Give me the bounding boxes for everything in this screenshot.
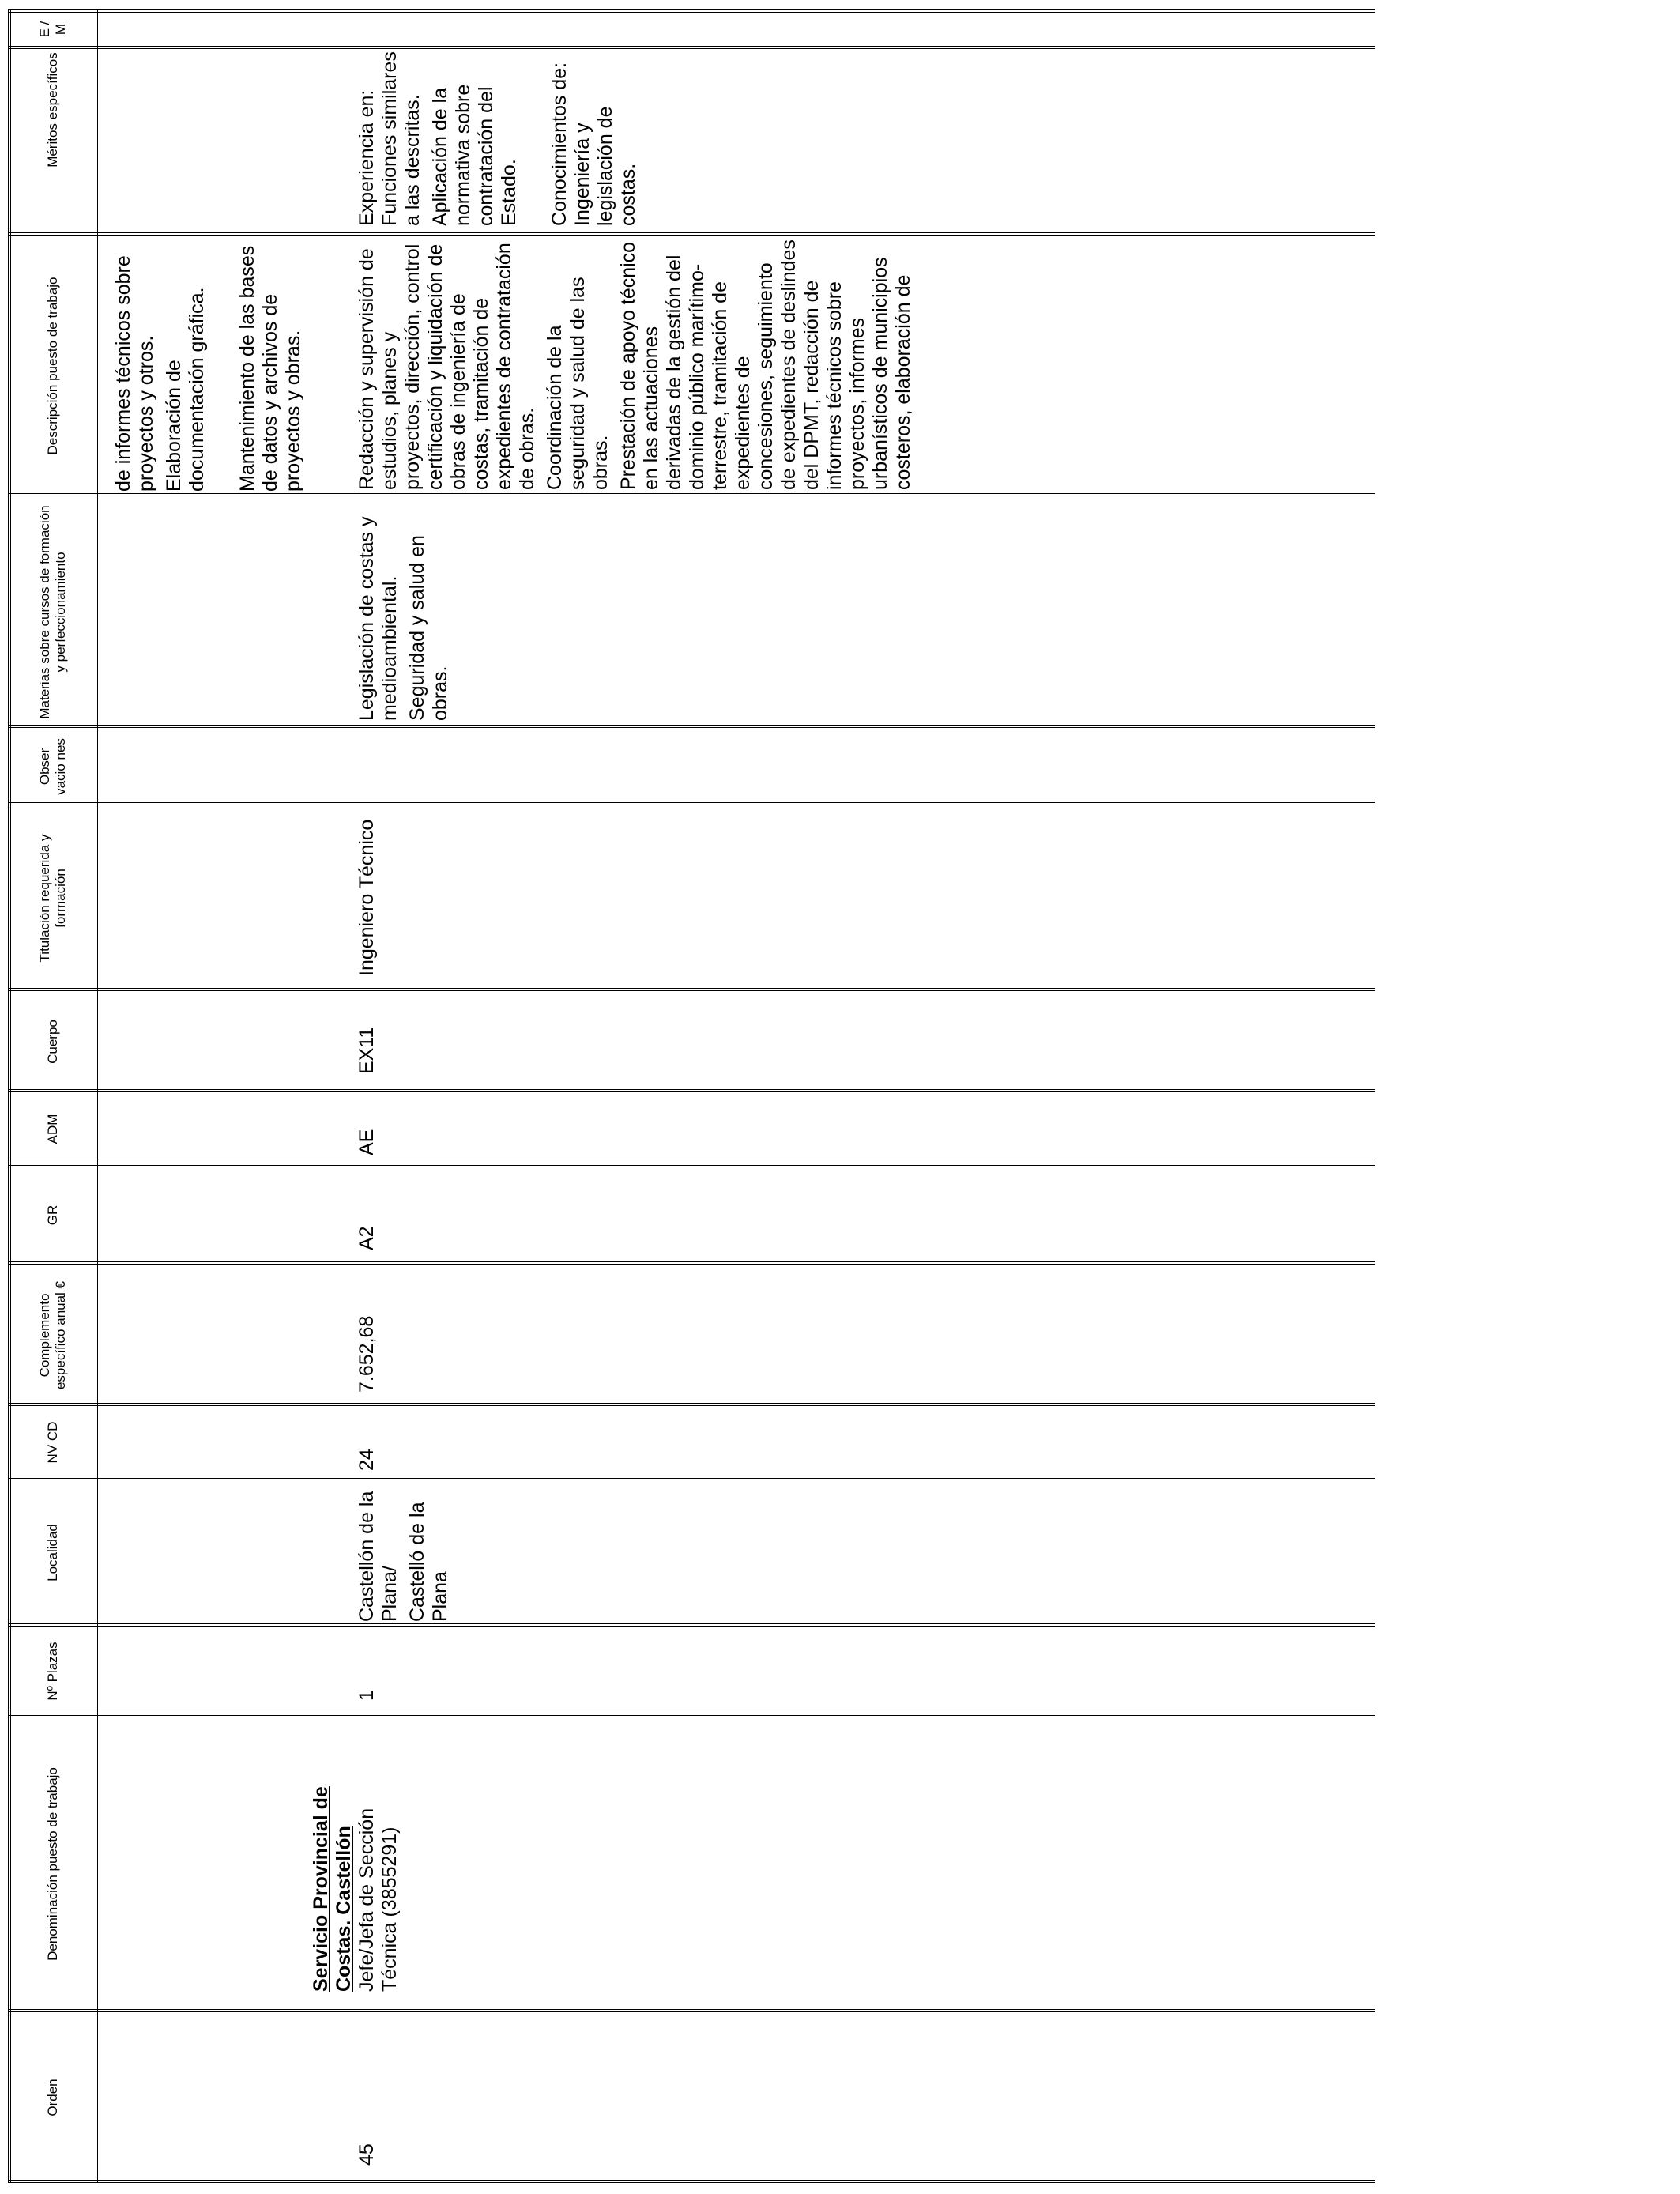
column-border (8, 1163, 1375, 1166)
continuation-paragraph: Elaboración de documentación gráfica. (163, 287, 208, 492)
column-border (8, 493, 1375, 496)
cell-titulacion: Ingeniero Técnico (356, 819, 378, 976)
descripcion-paragraph: Coordinación de la seguridad y salud de las obras. (544, 277, 612, 490)
row-border (97, 9, 100, 2183)
meritos-experiencia-item: Funciones similares a las descritas. (379, 51, 424, 226)
header-complemento: Complemento específico anual € (37, 1280, 68, 1390)
descripcion-paragraph: Redacción y supervisión de estudios, planes y proyectos, dirección, control certificación y liquidación de obras de ingeniería de costas, tramitación de expedientes de contratación de obras. (356, 243, 538, 490)
header-em: E / M (37, 21, 68, 38)
continuation-paragraph: de informes técnicos sobre proyectos y otros. (112, 255, 157, 492)
cell-gr: A2 (356, 1226, 378, 1250)
header-materias: Materias sobre cursos de formación y perfeccionamiento (37, 505, 68, 719)
descripcion-paragraph: Prestación de apoyo técnico en las actuaciones derivadas de la gestión del dominio público marítimo-terrestre, tramitación de expedientes de concesiones, seguimiento de expedientes de deslindes del DPMT, redacción de informes técnicos sobre proyectos, informes urbanísticos de municipios costeros, elaboración de (617, 239, 914, 490)
header-meritos: Méritos específicos (45, 52, 60, 168)
materia-item: Seguridad y salud en obras. (406, 535, 451, 721)
cell-descripcion (356, 236, 920, 490)
header-orden: Orden (45, 2079, 60, 2117)
continuation-paragraph: Mantenimiento de las bases de datos y archivos de proyectos y obras. (236, 245, 304, 492)
column-border (8, 802, 1375, 805)
column-border (8, 988, 1375, 991)
cell-adm: AE (356, 1129, 378, 1155)
cell-orden: 45 (356, 2143, 378, 2166)
header-observaciones: Obser vacio nes (37, 738, 68, 795)
continuation-description (112, 239, 310, 492)
header-gr: GR (45, 1204, 60, 1226)
cell-nvcd: 24 (356, 1449, 378, 1471)
column-border (8, 2180, 1375, 2183)
materia-item: Legislación de costas y medioambiental. (356, 516, 401, 721)
cell-complemento: 7.652,68 (356, 1315, 378, 1393)
vacancy-table (8, 9, 1375, 2183)
column-border (8, 46, 1375, 49)
header-titulacion: Titulación requerida y formación (37, 834, 68, 963)
header-cuerpo: Cuerpo (45, 1020, 60, 1064)
meritos-conocimientos-item: Ingeniería y legislación de costas. (571, 106, 639, 226)
localidad-line: Castellón de la Plana/ (356, 1491, 401, 1622)
column-border (8, 9, 1375, 13)
header-descripcion: Descripción puesto de trabajo (45, 277, 60, 455)
cell-cuerpo: EX11 (356, 1027, 378, 1074)
cell-meritos (356, 51, 645, 226)
meritos-experiencia-item: Aplicación de la normativa sobre contratación del Estado. (429, 84, 520, 226)
cell-plazas: 1 (356, 1690, 378, 1701)
column-border (8, 1403, 1375, 1406)
header-denominacion: Denominación puesto de trabajo (45, 1767, 60, 1961)
cell-denominacion: Jefe/Jefa de Sección Técnica (3855291) (356, 1808, 401, 1992)
column-border (8, 2009, 1375, 2012)
cell-materias (356, 507, 457, 721)
header-plazas: Nº Plazas (45, 1642, 60, 1701)
column-border (8, 1261, 1375, 1265)
header-nvcd: NV CD (45, 1421, 60, 1464)
column-border (8, 725, 1375, 728)
header-localidad: Localidad (45, 1524, 60, 1581)
section-title: Servicio Provincial de Costas. Castellón (310, 1786, 355, 1992)
meritos-experiencia-title: Experiencia en: (356, 89, 378, 226)
meritos-conocimientos-title: Conocimientos de: (548, 62, 571, 226)
column-border (8, 1623, 1375, 1627)
cell-localidad (356, 1483, 457, 1622)
column-border (8, 1713, 1375, 1716)
column-border (8, 1476, 1375, 1479)
localidad-line: Castelló de la Plana (406, 1502, 451, 1622)
column-border (8, 1089, 1375, 1092)
row-border (8, 9, 11, 2183)
header-adm: ADM (45, 1114, 60, 1144)
